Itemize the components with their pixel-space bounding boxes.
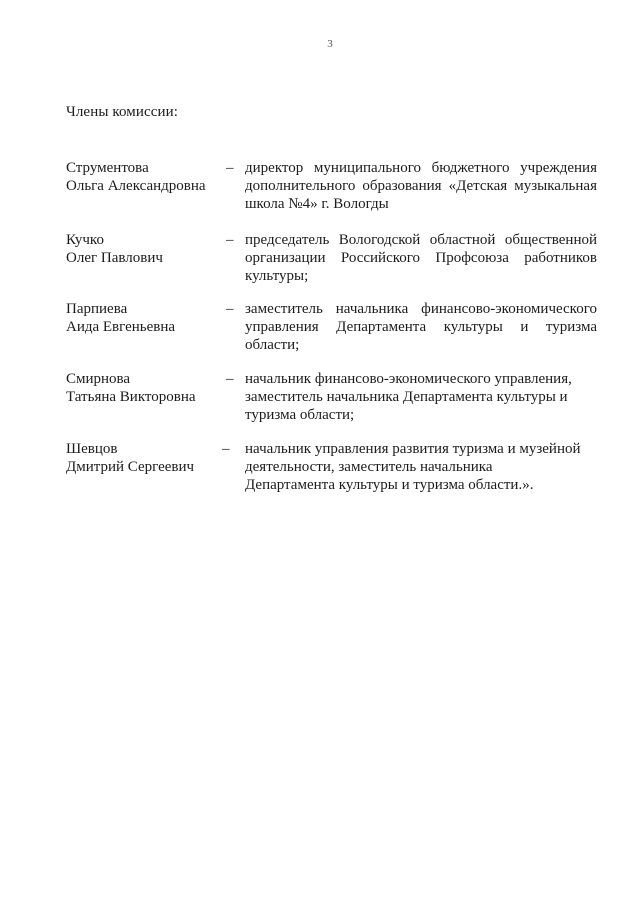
member-surname: Струментова <box>66 160 149 176</box>
member-name <box>66 231 226 267</box>
dash-separator: – <box>226 232 234 248</box>
member-position: начальник финансово-экономического управления, заместитель начальника Департамента культуры и туризма области; <box>245 371 572 423</box>
member-position: директор муниципального бюджетного учреждения дополнительного образования «Детская музыкальная школа №4» г. Вологды <box>245 160 597 212</box>
member-given-names: Ольга Александровна <box>66 178 206 194</box>
dash-separator: – <box>226 160 234 176</box>
dash-separator: – <box>226 301 234 317</box>
member-name <box>66 370 226 406</box>
member-surname: Шевцов <box>66 441 118 457</box>
dash-separator: – <box>226 371 234 387</box>
member-surname: Парпиева <box>66 301 128 317</box>
member-surname: Кучко <box>66 232 104 248</box>
member-position: начальник управления развития туризма и музейной деятельности, заместитель начальника Департамента культуры и туризма области.». <box>245 441 581 493</box>
member-given-names: Дмитрий Сергеевич <box>66 459 195 475</box>
member-name <box>66 440 226 476</box>
member-given-names: Татьяна Викторовна <box>66 389 196 405</box>
member-position: председатель Вологодской областной общественной организации Российского Профсоюза работников культуры; <box>245 232 597 284</box>
member-given-names: Олег Павлович <box>66 250 163 266</box>
section-heading: Члены комиссии: <box>66 104 179 120</box>
member-name <box>66 300 226 336</box>
member-position: заместитель начальника финансово-экономического управления Департамента культуры и туризма области; <box>245 301 597 353</box>
page-number: 3 <box>327 38 333 50</box>
member-name <box>66 159 226 195</box>
member-given-names: Аида Евгеньевна <box>66 319 176 335</box>
dash-separator: – <box>222 441 230 457</box>
member-surname: Смирнова <box>66 371 131 387</box>
